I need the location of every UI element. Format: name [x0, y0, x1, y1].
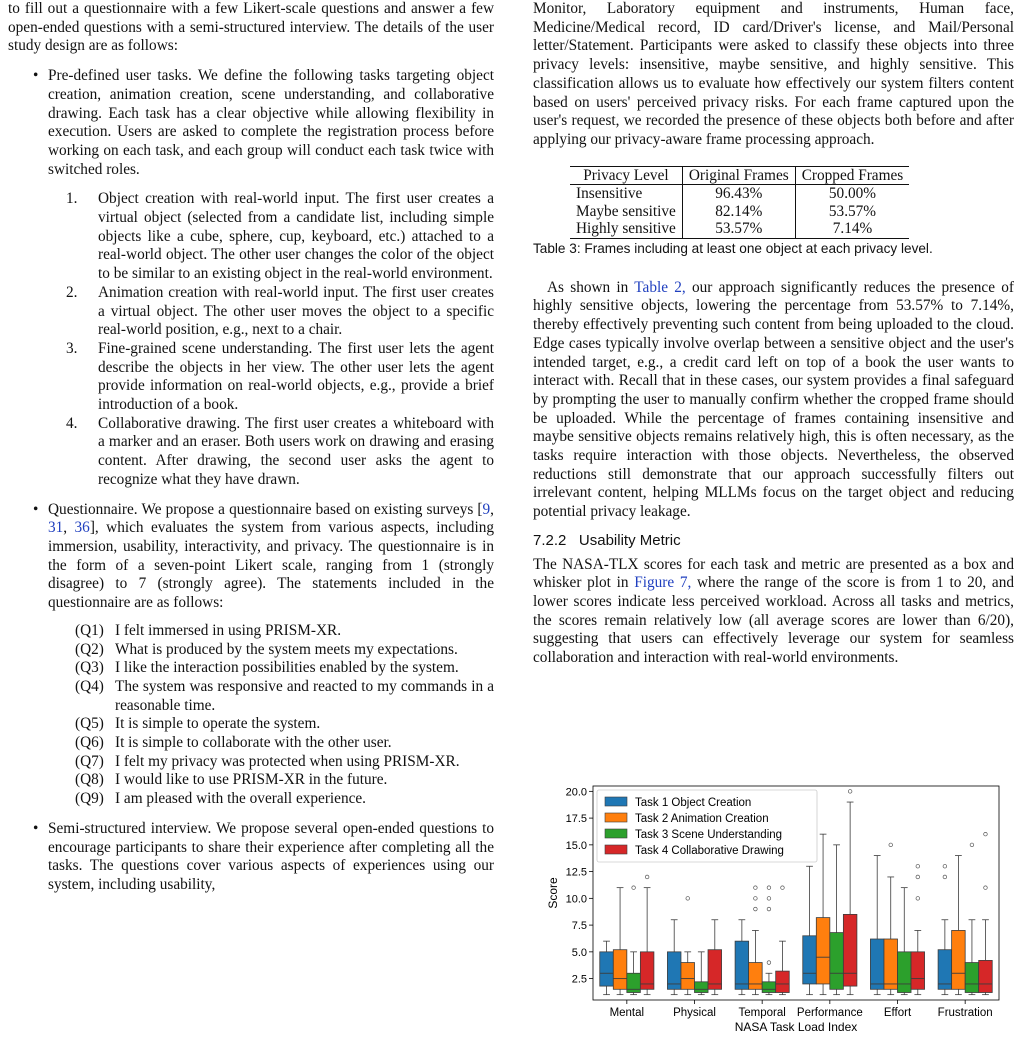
- x-tick-label: Effort: [883, 1007, 912, 1019]
- question-text: I am pleased with the overall experience.: [115, 790, 367, 808]
- question-item: [8, 753, 494, 772]
- task-number: 1.: [66, 190, 78, 208]
- results-paragraph: [533, 279, 1014, 522]
- table-reference-link[interactable]: Table 2,: [634, 278, 686, 296]
- privacy-table: [570, 166, 909, 239]
- citation-link[interactable]: 36: [74, 519, 90, 537]
- outlier-point: [984, 832, 988, 836]
- box: [667, 920, 681, 995]
- box-body: [803, 936, 817, 984]
- box-body: [695, 982, 709, 993]
- box: [843, 790, 857, 995]
- y-tick-label: 5.0: [571, 946, 587, 959]
- x-tick-label: Performance: [796, 1007, 863, 1019]
- question-text: I like the interaction possibilities enabled by the system.: [115, 659, 459, 677]
- task-text: Animation creation with real-world input. The first user creates a virtual object. The other user moves the object to a specific real-world position, e.g., next to a chair.: [98, 283, 494, 339]
- table-header-cell: Original Frames: [682, 166, 795, 185]
- task-item: [8, 190, 494, 284]
- question-item: [8, 771, 494, 790]
- task-item: [8, 284, 494, 340]
- question-number: (Q4): [75, 677, 104, 695]
- question-number: (Q7): [75, 752, 104, 770]
- question-item: [8, 622, 494, 641]
- outlier-point: [943, 864, 947, 868]
- table-cell: 50.00%: [795, 185, 909, 203]
- box: [816, 834, 830, 995]
- x-axis-label: NASA Task Load Index: [734, 1020, 858, 1034]
- y-axis-label: Score: [546, 877, 560, 909]
- left-column: [8, 0, 494, 895]
- section-title: Usability Metric: [578, 531, 681, 549]
- table-header-cell: Cropped Frames: [795, 166, 909, 185]
- right-column: [533, 0, 1014, 668]
- x-tick-label: Frustration: [937, 1007, 993, 1019]
- task-number: 3.: [66, 339, 78, 357]
- outlier-point: [889, 843, 893, 847]
- table-row: [570, 220, 909, 238]
- bullet-predefined-tasks-text: Pre-defined user tasks. We define the following tasks targeting object creation, animation creation, scene understanding, and collaborative drawing. Each task has a clear objective while allowing flexibility in execution. Users are asked to complete the registration process before working on each task, and each group will conduct each task twice with switched roles.: [48, 67, 494, 178]
- box: [708, 920, 722, 995]
- outlier-point: [848, 790, 852, 794]
- box: [911, 864, 925, 994]
- nasa-tlx-chart: [545, 780, 1005, 1042]
- outlier-point: [916, 864, 920, 868]
- table-cell: 96.43%: [682, 185, 795, 203]
- citation-separator: ,: [63, 519, 75, 537]
- outlier-point: [767, 886, 771, 890]
- outlier-point: [767, 907, 771, 911]
- outlier-point: [970, 843, 974, 847]
- bullet-interview-text: Semi-structured interview. We propose several open-ended questions to encourage participants to share their experience after completing all the tasks. The questions cover various aspects of experiences using our system, including usability,: [48, 819, 494, 893]
- table-header-cell: Privacy Level: [570, 166, 682, 185]
- legend-swatch: [605, 829, 627, 838]
- table-cell: 7.14%: [795, 220, 909, 238]
- outlier-point: [754, 907, 758, 911]
- box: [938, 864, 952, 994]
- table-cell: 53.57%: [682, 220, 795, 238]
- box-body: [952, 930, 966, 989]
- nasa-tlx-boxplot: [545, 780, 1005, 1042]
- citation-separator: ,: [490, 500, 494, 518]
- box-body: [735, 941, 749, 989]
- outlier-point: [645, 875, 649, 879]
- task-item: [8, 415, 494, 490]
- task-number: 2.: [66, 283, 78, 301]
- y-tick-label: 2.5: [571, 973, 587, 986]
- legend-swatch: [605, 845, 627, 854]
- questionnaire-text-start: Questionnaire. We propose a questionnaire based on existing surveys [: [48, 500, 483, 518]
- bullet-dot: •: [33, 67, 39, 85]
- box-body: [843, 914, 857, 986]
- usability-paragraph: [533, 556, 1014, 668]
- table-caption: Table 3: Frames including at least one object at each privacy level.: [533, 241, 933, 256]
- question-text: The system was responsive and reacted to my commands in a reasonable time.: [115, 677, 494, 714]
- box: [830, 845, 844, 995]
- section-heading: [533, 532, 1014, 551]
- box-body: [776, 971, 790, 992]
- task-number: 4.: [66, 414, 78, 432]
- bullet-predefined-tasks: [8, 67, 494, 179]
- box: [600, 941, 614, 995]
- y-tick-label: 15.0: [565, 839, 587, 852]
- question-item: [8, 659, 494, 678]
- box: [952, 856, 966, 995]
- citation-link[interactable]: 9: [482, 500, 491, 518]
- y-tick-label: 20.0: [565, 786, 587, 799]
- box-body: [884, 939, 898, 989]
- outlier-point: [916, 897, 920, 901]
- box-body: [979, 960, 993, 992]
- table-cell: Insensitive: [576, 185, 643, 203]
- box: [979, 832, 993, 994]
- legend-label: Task 3 Scene Understanding: [635, 829, 783, 841]
- box-body: [898, 952, 912, 993]
- question-number: (Q6): [75, 734, 104, 752]
- outlier-point: [686, 897, 690, 901]
- box: [681, 897, 695, 995]
- task-item: [8, 340, 494, 415]
- box-body: [708, 950, 722, 990]
- outlier-point: [754, 897, 758, 901]
- box: [749, 886, 763, 995]
- outlier-point: [767, 961, 771, 965]
- questionnaire-text-end: ], which evaluates the system from various aspects, including immersion, usability, interactivity, and privacy. The questionnaire is in the form of a seven-point Likert scale, ranging from 1 (strongly disagree) to 7 (strongly agree). The statements included in the questionnaire are as follows:: [48, 519, 494, 612]
- question-text: It is simple to operate the system.: [115, 715, 321, 733]
- table-row: [570, 203, 909, 221]
- box-body: [911, 952, 925, 989]
- outlier-point: [632, 886, 636, 890]
- question-item: [8, 678, 494, 715]
- outlier-point: [984, 886, 988, 890]
- legend-label: Task 1 Object Creation: [635, 797, 752, 809]
- legend-swatch: [605, 813, 627, 822]
- citation-link[interactable]: 31: [48, 519, 64, 537]
- question-number: (Q3): [75, 659, 104, 677]
- bullet-questionnaire-text: [48, 501, 494, 613]
- question-text: I felt immersed in using PRISM-XR.: [115, 621, 342, 639]
- box: [735, 920, 749, 995]
- box-body: [613, 950, 627, 990]
- box: [898, 888, 912, 995]
- usability-text-end: where the range of the score is from 1 to 20, and lower scores indicate less perceived workload. Across all tasks and metrics, the scores remain relatively low (all average scores are lower than 6/20), suggesting that users can effectively leverage our system for seamless collaboration and interaction with real-world environments.: [533, 574, 1014, 667]
- bullet-dot: •: [33, 819, 39, 837]
- results-text-end: our approach significantly reduces the presence of highly sensitive objects, lowering the percentage from 53.57% to 7.14%, thereby effectively preventing such content from being uploaded to the cloud. Edge cases typically involve overlap between a sensitive object and the user's intended target, e.g., a credit card left on top of a book the user wants to interact with. Recall that in these cases, our system provides a final safeguard by prompting the user to manually confirm whether the cropped frame should be uploaded. While the percentage of frames containing insensitive and maybe sensitive objects remains relatively high, this is often necessary, as the tasks require interaction with those objects. Nevertheless, the observed reductions still demonstrate that our approach successfully filters out irrelevant content, helping MLLMs focus on the target object and reducing potential privacy leakage.: [533, 278, 1014, 521]
- task-text: Fine-grained scene understanding. The first user lets the agent describe the objects in her view. The other user lets the agent provide information on real-world objects, e.g., provide a brief introduction of a book.: [98, 339, 494, 414]
- question-item: [8, 734, 494, 753]
- x-tick-label: Mental: [609, 1007, 645, 1019]
- table-row: [570, 185, 909, 203]
- box: [884, 843, 898, 995]
- figure-reference-link[interactable]: Figure 7,: [634, 574, 692, 592]
- box: [776, 886, 790, 995]
- task-text: Object creation with real-world input. The first user creates a virtual object (selected from a candidate list, including simple objects like a cube, sphere, cup, keyboard, etc.) attached to a real-world object. The other user changes the color of the object to be similar to an existing object in the real-world environment.: [98, 190, 494, 283]
- box-body: [938, 950, 952, 990]
- intro-paragraph: to fill out a questionnaire with a few Likert-scale questions and answer a few open-ended questions with a semi-structured interview. The details of the user study design are as follows:: [8, 0, 494, 55]
- outlier-point: [943, 875, 947, 879]
- question-number: (Q1): [75, 621, 104, 639]
- box: [965, 843, 979, 995]
- question-item: [8, 715, 494, 734]
- box: [803, 866, 817, 994]
- legend-label: Task 2 Animation Creation: [635, 813, 769, 825]
- box-body: [681, 963, 695, 990]
- box: [613, 888, 627, 995]
- box: [695, 952, 709, 995]
- box-body: [816, 918, 830, 984]
- question-text: What is produced by the system meets my expectations.: [115, 640, 458, 658]
- outlier-point: [916, 875, 920, 879]
- box: [870, 856, 884, 995]
- legend-swatch: [605, 797, 627, 806]
- question-number: (Q5): [75, 715, 104, 733]
- question-text: It is simple to collaborate with the other user.: [115, 734, 392, 752]
- legend-label: Task 4 Collaborative Drawing: [635, 845, 784, 857]
- bullet-questionnaire: [8, 501, 494, 613]
- usability-text-start: The NASA-TLX scores for each task and metric are presented as a box and whisker plot in: [533, 555, 1014, 592]
- section-number: 7.2.2: [533, 531, 567, 549]
- question-item: [8, 641, 494, 660]
- bullet-dot: •: [33, 500, 39, 518]
- box-body: [965, 963, 979, 993]
- outlier-point: [754, 886, 758, 890]
- question-text: I felt my privacy was protected when using PRISM-XR.: [115, 752, 460, 770]
- box: [762, 886, 776, 995]
- box: [627, 886, 641, 995]
- results-text-start: As shown in: [547, 278, 635, 296]
- y-tick-label: 10.0: [565, 893, 587, 906]
- table-cell: 53.57%: [795, 203, 909, 221]
- question-number: (Q2): [75, 640, 104, 658]
- box-body: [870, 939, 884, 989]
- question-number: (Q9): [75, 790, 104, 808]
- question-number: (Q8): [75, 771, 104, 789]
- question-item: [8, 790, 494, 809]
- bullet-interview: [8, 820, 494, 895]
- task-text: Collaborative drawing. The first user creates a whiteboard with a marker and an eraser. Both users work on drawing and erasing content. After drawing, the second user asks the agent to recognize what they have drawn.: [98, 414, 494, 488]
- box: [640, 875, 654, 995]
- y-tick-label: 12.5: [565, 866, 587, 879]
- y-tick-label: 7.5: [571, 920, 587, 933]
- legend: [597, 790, 817, 862]
- outlier-point: [781, 886, 785, 890]
- box-body: [762, 982, 776, 993]
- box-body: [600, 952, 614, 986]
- outlier-point: [767, 897, 771, 901]
- table-cell: Highly sensitive: [570, 220, 682, 238]
- privacy-objects-paragraph: Monitor, Laboratory equipment and instruments, Human face, Medicine/Medical record, ID card/Driver's license, and Mail/Personal letter/Statement. Participants were asked to classify these objects into three privacy levels: insensitive, maybe sensitive, and highly sensitive. This classification allows us to evaluate how effectively our system filters content based on users' perceived privacy risks. For each frame captured upon the user's request, we recorded the presence of these objects both before and after applying our privacy-aware frame processing approach.: [533, 0, 1014, 148]
- table-cell: Maybe sensitive: [576, 202, 676, 220]
- box-body: [749, 963, 763, 990]
- table-cell: 82.14%: [682, 203, 795, 221]
- y-tick-label: 17.5: [565, 813, 587, 826]
- question-text: I would like to use PRISM-XR in the future.: [115, 771, 388, 789]
- box-body: [830, 933, 844, 990]
- x-tick-label: Temporal: [738, 1007, 786, 1019]
- x-tick-label: Physical: [673, 1007, 716, 1019]
